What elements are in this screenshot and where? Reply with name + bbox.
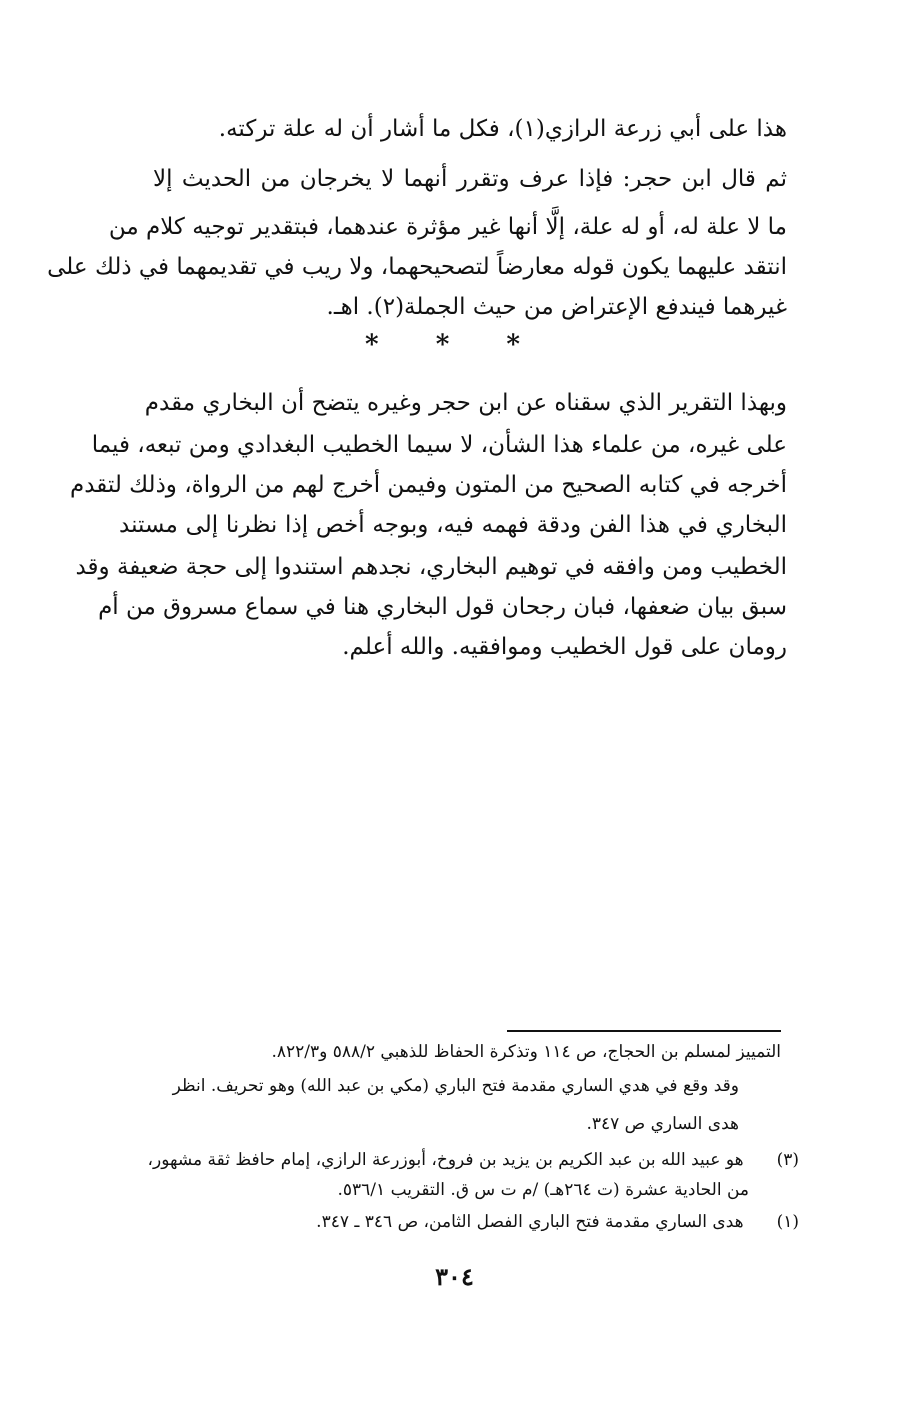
footnote-number: (١) — [776, 1212, 799, 1232]
body-line-10: الخطيب ومن وافقه في توهيم البخاري، نجدهم استندوا إلى حجة ضعيفة وقد — [75, 554, 787, 580]
section-separator: * * * — [365, 330, 544, 360]
footnote-text: من الحادية عشرة (ت ٢٦٤هـ) /م ت س ق. التقريب ٥٣٦/١. — [337, 1180, 749, 1200]
footnote-text: هو عبيد الله بن عبد الكريم بن يزيد بن فروخ، أبوزرعة الرازي، إمام حافظ ثقة مشهور، — [147, 1150, 744, 1170]
body-line-6: وبهذا التقرير الذي سقناه عن ابن حجر وغيره يتضح أن البخاري مقدم — [144, 390, 787, 416]
footnote-number: (٣) — [776, 1150, 799, 1170]
footnote-text: التمييز لمسلم بن الحجاج، ص ١١٤ وتذكرة الحفاظ للذهبي ٥٨٨/٢ و٨٢٢/٣. — [271, 1042, 781, 1062]
page-number: ٣٠٤ — [435, 1262, 474, 1291]
body-line-8: أخرجه في كتابه الصحيح من المتون وفيمن أخرج لهم من الرواة، وذلك لتقدم — [69, 472, 787, 498]
body-line-2: ثم قال ابن حجر: فإذا عرف وتقرر أنهما لا يخرجان من الحديث إلا — [153, 166, 787, 192]
body-line-12: رومان على قول الخطيب وموافقيه. والله أعلم. — [342, 634, 787, 660]
footnote-line-1 — [101, 1040, 781, 1064]
body-line-7: على غيره، من علماء هذا الشأن، لا سيما الخطيب البغدادي ومن تبعه، فيما — [91, 432, 787, 458]
body-line-9: البخاري في هذا الفن ودقة فهمه فيه، وبوجه أخص إذا نظرنا إلى مستند — [119, 512, 787, 538]
body-line-3: ما لا علة له، أو له علة، إلَّا أنها غير مؤثرة عندهما، فبتقدير توجيه كلام من — [108, 214, 787, 240]
footnote-line-2 — [99, 1074, 739, 1098]
footnote-separator-rule — [507, 1030, 781, 1032]
footnote-1 — [99, 1210, 799, 1234]
footnote-line-3 — [99, 1112, 739, 1136]
body-line-11: سبق بيان ضعفها، فبان رجحان قول البخاري هنا في سماع مسروق من أم — [98, 594, 787, 620]
footnote-3-continued — [99, 1178, 749, 1202]
body-line-4: انتقد عليهما يكون قوله معارضاً لتصحيحهما، ولا ريب في تقديمهما في ذلك على — [47, 254, 787, 280]
footnote-text: وقد وقع في هدي الساري مقدمة فتح الباري (مكي بن عبد الله) وهو تحريف. انظر — [172, 1076, 739, 1096]
footnote-text: هدى الساري مقدمة فتح الباري الفصل الثامن، ص ٣٤٦ ـ ٣٤٧. — [316, 1212, 744, 1232]
footnote-text: هدى الساري ص ٣٤٧. — [586, 1114, 739, 1134]
body-line-5: غيرهما فيندفع الإعتراض من حيث الجملة(٢). اهـ. — [326, 294, 787, 320]
footnote-3 — [99, 1148, 799, 1172]
body-line-1: هذا على أبي زرعة الرازي(١)، فكل ما أشار أن له علة تركته. — [218, 116, 787, 142]
